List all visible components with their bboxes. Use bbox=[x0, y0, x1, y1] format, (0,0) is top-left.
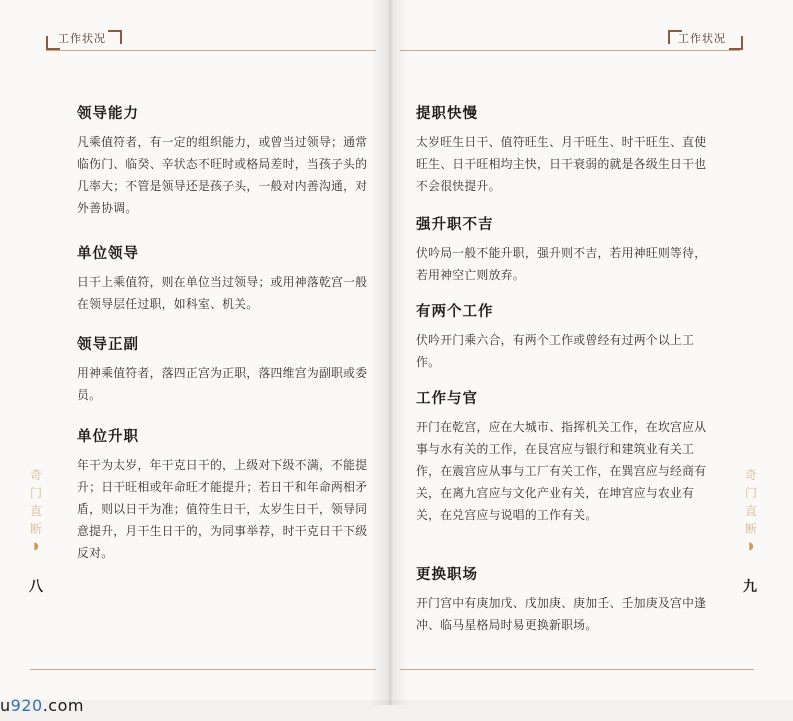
section-title: 提职快慢 bbox=[416, 106, 478, 122]
right-page bbox=[386, 0, 793, 700]
section-two-jobs bbox=[416, 300, 712, 373]
section-promotion-speed bbox=[416, 102, 712, 197]
watermark-digits: 920 bbox=[10, 696, 43, 715]
left-running-header: 工作状况 bbox=[58, 32, 106, 45]
side-char: 断 bbox=[744, 522, 757, 536]
section-change-workplace bbox=[416, 563, 712, 636]
section-promotion bbox=[77, 425, 373, 564]
section-body: 开门宫中有庚加戊、戊加庚、庚加壬、壬加庚及宫中逢冲、临马星格局时易更换新职场。 bbox=[416, 596, 707, 632]
section-title: 更换职场 bbox=[416, 567, 478, 583]
side-char: 直 bbox=[29, 504, 42, 518]
section-title: 强升职不吉 bbox=[416, 217, 494, 233]
section-body: 年干为太岁，年干克日干的，上级对下级不满，不能提升；日干旺相或年命旺才能提升；若日干和年命两相矛盾，则以日干为准；值符生日干，太岁生日干，领导同意提升，月干生日干的，为同事举荐，时干克日干下级反对。 bbox=[77, 458, 368, 560]
side-char: 门 bbox=[29, 486, 42, 500]
side-char: 门 bbox=[744, 486, 757, 500]
section-unit-leader bbox=[77, 242, 373, 315]
section-title: 有两个工作 bbox=[416, 304, 494, 320]
header-bracket-right bbox=[108, 30, 122, 44]
site-watermark bbox=[0, 696, 84, 715]
crescent-ornament-icon: ◗ bbox=[33, 541, 39, 552]
section-body: 伏吟局一般不能升职，强升则不吉，若用神旺则等待，若用神空亡则放弃。 bbox=[416, 246, 707, 282]
right-top-rule bbox=[400, 50, 740, 51]
side-char: 断 bbox=[29, 522, 42, 536]
section-leadership-ability bbox=[77, 102, 373, 219]
section-body: 日干上乘值符，则在单位当过领导；或用神落乾宫一般在领导层任过职，如科室、机关。 bbox=[77, 275, 368, 311]
section-body: 开门在乾宫，应在大城市、指挥机关工作，在坎宫应从事与水有关的工作，在艮宫应与银行和建筑业有关工作，在震宫应从事与工厂有关工作，在巽宫应与经商有关，在离九宫应与文化产业有关，在坤宫应与农业有关，在兑宫应与说唱的工作有关。 bbox=[416, 420, 707, 522]
section-title: 领导能力 bbox=[77, 106, 139, 122]
crescent-ornament-icon: ◗ bbox=[748, 541, 754, 552]
left-page-number: 八 bbox=[29, 579, 43, 595]
section-body: 伏吟开门乘六合，有两个工作或曾经有过两个以上工作。 bbox=[416, 333, 695, 369]
section-title: 单位升职 bbox=[77, 429, 139, 445]
right-page-number: 九 bbox=[743, 579, 757, 595]
section-body: 太岁旺生日干、值符旺生、月干旺生、时干旺生、直使旺生、日干旺相均主快，日干衰弱的就是各级生日干也不会很快提升。 bbox=[416, 135, 707, 193]
side-char: 奇 bbox=[29, 468, 42, 482]
section-title: 单位领导 bbox=[77, 246, 139, 262]
side-char: 直 bbox=[744, 504, 757, 518]
watermark-suffix: .com bbox=[42, 696, 84, 715]
section-leader-rank bbox=[77, 333, 373, 406]
right-side-label bbox=[743, 466, 759, 556]
section-title: 领导正副 bbox=[77, 337, 139, 353]
left-top-rule bbox=[46, 50, 376, 51]
watermark-prefix: u bbox=[0, 696, 11, 715]
section-forced-promotion bbox=[416, 213, 712, 286]
section-body: 凡乘值符者，有一定的组织能力，或曾当过领导；通常临伤门、临癸、辛状态不旺时或格局差时，当孩子头的几率大；不管是领导还是孩子头，一般对内善沟通，对外善协调。 bbox=[77, 135, 368, 215]
right-running-header: 工作状况 bbox=[678, 32, 726, 45]
section-work-and-office bbox=[416, 387, 712, 526]
header-bracket-right bbox=[729, 36, 743, 50]
section-body: 用神乘值符者，落四正宫为正职，落四维宫为副职或委员。 bbox=[77, 366, 368, 402]
left-page bbox=[0, 0, 386, 700]
side-char: 奇 bbox=[744, 468, 757, 482]
section-title: 工作与官 bbox=[416, 391, 478, 407]
right-bottom-rule bbox=[400, 669, 754, 670]
book-gutter-shadow bbox=[370, 0, 410, 705]
left-bottom-rule bbox=[30, 669, 376, 670]
left-side-label bbox=[28, 466, 44, 556]
